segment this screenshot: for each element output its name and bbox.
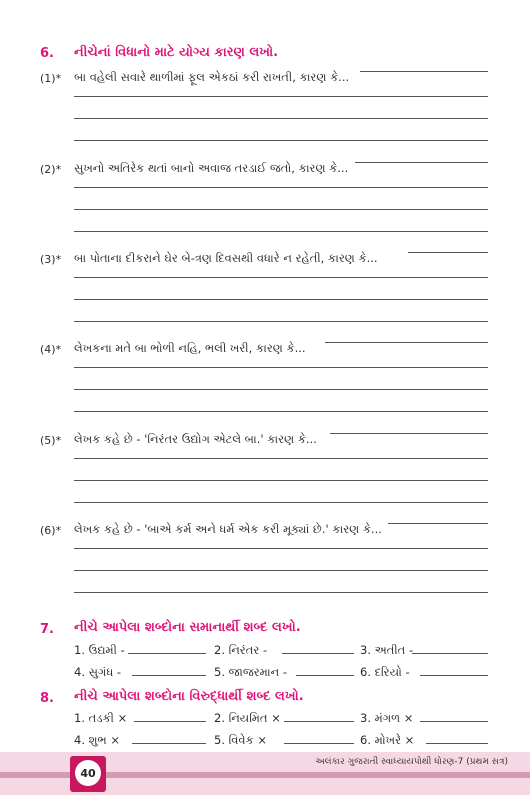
antonym-item: 6. મોખરે × [360,733,415,747]
question-5-number: (5)* [40,434,62,447]
section-7-title: નીચે આપેલા શબ્દોના સમાનાર્થી શબ્દ લખો. [74,620,301,635]
question-5-text: લેખક કહે છે - 'નિરંતર ઉદ્યોગ એટલે બા.' કારણ કે... [74,432,317,446]
answer-line[interactable] [74,592,488,593]
answer-line[interactable] [74,480,488,481]
synonym-item: 4. સુગંધ - [74,665,122,679]
question-2-number: (2)* [40,163,62,176]
question-3-number: (3)* [40,253,62,266]
answer-line[interactable] [128,653,206,654]
answer-line[interactable] [74,96,488,97]
question-6-number: (6)* [40,524,62,537]
section-6-title: નીચેનાં વિધાનો માટે યોગ્ય કારણ લખો. [74,45,279,60]
answer-line[interactable] [412,653,488,654]
antonym-item: 3. મંગળ × [360,711,414,725]
section-6-number: 6. [40,46,54,61]
answer-line[interactable] [420,675,488,676]
answer-line[interactable] [74,299,488,300]
answer-line[interactable] [420,721,488,722]
synonym-item: 6. દરિયો - [360,665,410,679]
answer-line[interactable] [74,367,488,368]
question-6-text: લેખક કહે છે - 'બાએ કર્મ અને ધર્મ એક કરી મૂક્યાં છે.' કારણ કે... [74,522,382,536]
answer-line[interactable] [330,433,488,434]
antonym-item: 5. વિવેક × [214,733,267,747]
answer-line[interactable] [134,721,206,722]
antonym-item: 4. શુભ × [74,733,120,747]
answer-line[interactable] [74,389,488,390]
section-8-title: નીચે આપેલા શબ્દોના વિરુદ્ધાર્થી શબ્દ લખો. [74,689,304,704]
synonym-item: 1. ઉદ્યમી - [74,643,125,657]
answer-line[interactable] [74,118,488,119]
answer-line[interactable] [74,140,488,141]
answer-line[interactable] [296,675,354,676]
synonym-item: 5. જાજરમાન - [214,665,287,679]
answer-line[interactable] [284,721,354,722]
answer-line[interactable] [74,411,488,412]
footer-book-title: અલંકાર ગુજરાતી સ્વાધ્યાયપોથી ધોરણ-7 (પ્રથમ સત્ર) [315,757,508,767]
answer-line[interactable] [74,321,488,322]
answer-line[interactable] [74,231,488,232]
answer-line[interactable] [408,252,488,253]
answer-line[interactable] [355,162,488,163]
section-7-number: 7. [40,622,54,637]
question-2-text: સુખનો અતિરેક થતાં બાનો અવાજ તરડાઈ જતો, કારણ કે... [74,161,349,175]
answer-line[interactable] [284,743,354,744]
answer-line[interactable] [132,743,206,744]
answer-line[interactable] [74,277,488,278]
answer-line[interactable] [74,458,488,459]
question-1-text: બા વહેલી સવારે થાળીમાં ફૂલ એકઠાં કરી રાખતી, કારણ કે... [74,70,350,84]
synonym-item: 3. અતીત - [360,643,414,657]
question-1-number: (1)* [40,72,62,85]
question-4-text: લેખકના મતે બા ભોળી નહિ, ભલી ખરી, કારણ કે... [74,341,306,355]
answer-line[interactable] [360,71,488,72]
page-number: 40 [75,760,101,786]
antonym-item: 2. નિયમિત × [214,711,281,725]
answer-line[interactable] [74,187,488,188]
answer-line[interactable] [74,548,488,549]
synonym-item: 2. નિરંતર - [214,643,268,657]
answer-line[interactable] [282,653,354,654]
answer-line[interactable] [74,209,488,210]
antonym-item: 1. તડકી × [74,711,128,725]
answer-line[interactable] [426,743,488,744]
section-8-number: 8. [40,691,54,706]
question-3-text: બા પોતાના દીકરાને ઘેર બે-ત્રણ દિવસથી વધારે ન રહેતી, કારણ કે... [74,251,378,265]
answer-line[interactable] [74,502,488,503]
answer-line[interactable] [74,570,488,571]
answer-line[interactable] [132,675,206,676]
answer-line[interactable] [388,523,488,524]
answer-line[interactable] [325,342,488,343]
question-4-number: (4)* [40,343,62,356]
